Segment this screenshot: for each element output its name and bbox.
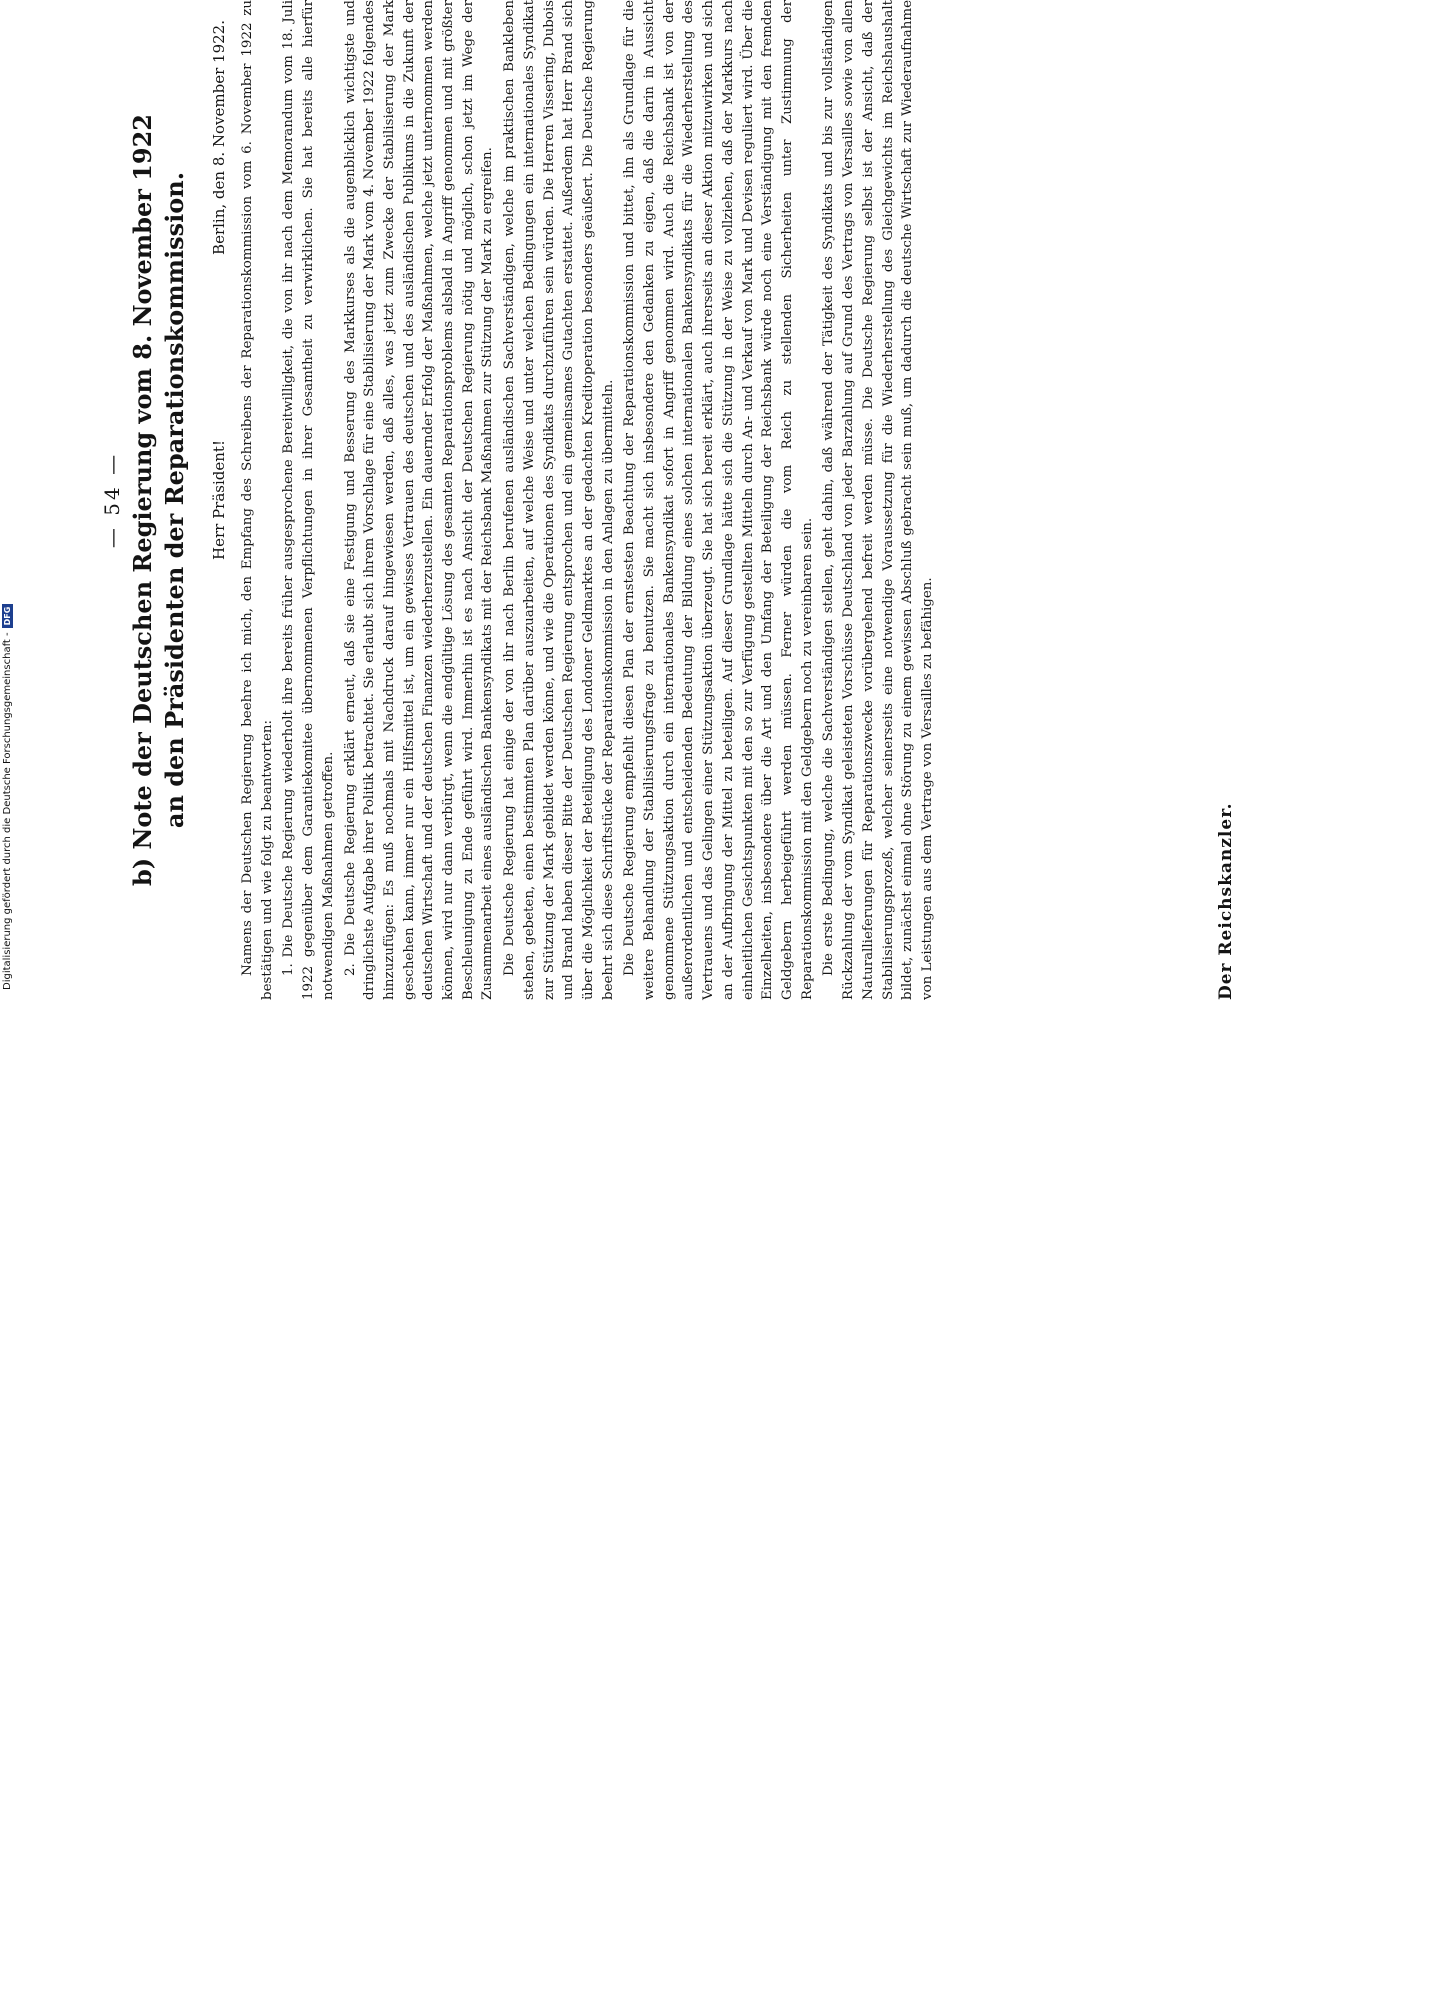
funding-note-text: Digitalisierung gefördert durch die Deutsche Forschungsgemeinschaft - (2, 632, 13, 990)
paragraph-3: 2. Die Deutsche Regierung erklärt erneut, daß sie eine Festigung und Besserung des Markkurses als die augenblicklich wichtigste und dringlichste Aufgabe ihrer Politik betrachtet. Sie erlaubt sich ihrem Vorschlage für eine Stabilisierung der Mark vom 4. November 1922 folgendes hinzuzufügen: Es muß nochmals mit Nachdruck darauf hingewiesen werden, daß alles, was jetzt zum Zwecke der Stabilisierung der Mark geschehen kann, immer nur ein Hilfsmittel ist, um ein gewisses Vertrauen des deutschen und des ausländischen Publikums in die Zukunft der deutschen Wirtschaft und der deutschen Finanzen wiederherzustellen. Ein dauernder Erfolg der Maßnahmen, welche jetzt unternommen werden können, wird nur dann verbürgt, wenn die endgültige Lösung des gesamten Reparationsproblems alsbald in Angriff genommen und mit größter Beschleunigung zu Ende geführt wird. Immerhin ist es nach Ansicht der Deutschen Regierung nötig und möglich, schon jetzt im Wege der Zusammenarbeit eines ausländischen Bankensyndikats mit der Reichsbank Maßnahmen zur Stützung der Mark zu ergreifen. (342, 0, 496, 1000)
page-number: — 54 — (100, 451, 124, 549)
salutation: Herr Präsident! (210, 440, 228, 560)
document-body (238, 0, 940, 1000)
title-line-1: b) Note der Deutschen Regierung vom 8. November 1922 (128, 113, 157, 887)
title-line-2: an den Präsidenten der Reparationskommission. (160, 171, 189, 829)
funding-note (2, 604, 13, 990)
page-upright (100, 0, 1250, 1000)
dfg-logo: DFG (2, 604, 13, 629)
place-date: Berlin, den 8. November 1922. (210, 20, 228, 255)
paragraph-6: Die erste Bedingung, welche die Sachverständigen stellen, geht dahin, daß während der Tätigkeit des Syndikats und bis zur vollständigen Rückzahlung der vom Syndikat geleisteten Vorschüsse Deutschland von jeder Barzahlung auf Grund des Vertrags von Versailles sowie von allen Naturallieferungen für Reparationszwecke vorübergehend befreit werden müsse. Die Deutsche Regierung selbst ist der Ansicht, daß der Stabilisierungsprozeß, welcher seinerseits eine notwendige Voraussetzung für die Wiederherstellung des Gleichgewichts im Reichshaushalt bildet, zunächst einmal ohne Störung zu einem gewissen Abschluß gebracht sein muß, um dadurch die deutsche Wirtschaft zur Wiederaufnahme von Leistungen aus dem Vertrage von Versailles zu befähigen. (821, 0, 935, 1000)
paragraph-5: Die Deutsche Regierung empfiehlt diesen Plan der ernstesten Beachtung der Reparationskommission und bittet, ihn als Grundlage für die weitere Behandlung der Stabilisierungsfrage zu benutzen. Sie macht sich insbesondere den Gedanken zu eigen, daß die darin in Aussicht genommene Stützungsaktion durch ein internationales Bankensyndikat sofort in Angriff genommen wird. Auch die Reichsbank ist von der außerordentlichen und entscheidenden Bedeutung der Bildung eines solchen internationalen Bankensyndikats für die Wiederherstellung des Vertrauens und das Gelingen einer Stützungsaktion überzeugt. Sie hat sich bereit erklärt, auch ihrerseits an dieser Aktion mitzuwirken und sich an der Aufbringung der Mittel zu beteiligen. Auf dieser Grundlage hätte sich die Stützung in der Weise zu vollziehen, daß der Markkurs nach einheitlichen Gesichtspunkten mit den so zur Verfügung gestellten Mitteln durch An- und Verkauf von Mark und Devisen reguliert wird. Über die Einzelheiten, insbesondere über die Art und den Umfang der Beteiligung der Reichsbank würde noch eine Verständigung mit den fremden Geldgebern herbeigeführt werden müssen. Ferner würden die vom Reich zu stellenden Sicherheiten unter Zustimmung der Reparationskommission mit den Geldgebern noch zu vereinbaren sein. (622, 0, 815, 1000)
paragraph-2: 1. Die Deutsche Regierung wiederholt ihre bereits früher ausgesprochene Bereitwilligkeit, die von ihr nach dem Memorandum vom 18. Juli 1922 gegenüber dem Garantiekomitee übernommenen Verpflichtungen in ihrer Gesamtheit zu verwirklichen. Sie hat bereits alle hierfür notwendigen Maßnahmen getroffen. (281, 0, 336, 1000)
paragraph-1: Namens der Deutschen Regierung beehre ich mich, den Empfang des Schreibens der Reparationskommission vom 6. November 1922 zu bestätigen und wie folgt zu beantworten: (240, 0, 275, 1000)
signer: Der Reichskanzler. (1216, 802, 1236, 1000)
paragraph-4: Die Deutsche Regierung hat einige der von ihr nach Berlin berufenen ausländischen Sachverständigen, welche im praktischen Bankleben stehen, gebeten, einen bestimmten Plan darüber auszuarbeiten, auf welche Weise und unter welchen Bedingungen ein internationales Syndikat zur Stützung der Mark gebildet werden könne, und wie die Operationen des Syndikats durchzuführen sein würden. Die Herren Vissering, Dubois und Brand haben dieser Bitte der Deutschen Regierung entsprochen und ein gemeinsames Gutachten erstattet. Außerdem hat Herr Brand sich über die Möglichkeit der Beteiligung des Londoner Geldmarktes an der gedachten Kreditoperation besonders geäußert. Die Deutsche Regierung beehrt sich diese Schriftstücke der Reparationskommission in den Anlagen zu übermitteln. (502, 0, 616, 1000)
page-rotated (100, 0, 1250, 1000)
page-portrait (0, 1000, 100, 2000)
